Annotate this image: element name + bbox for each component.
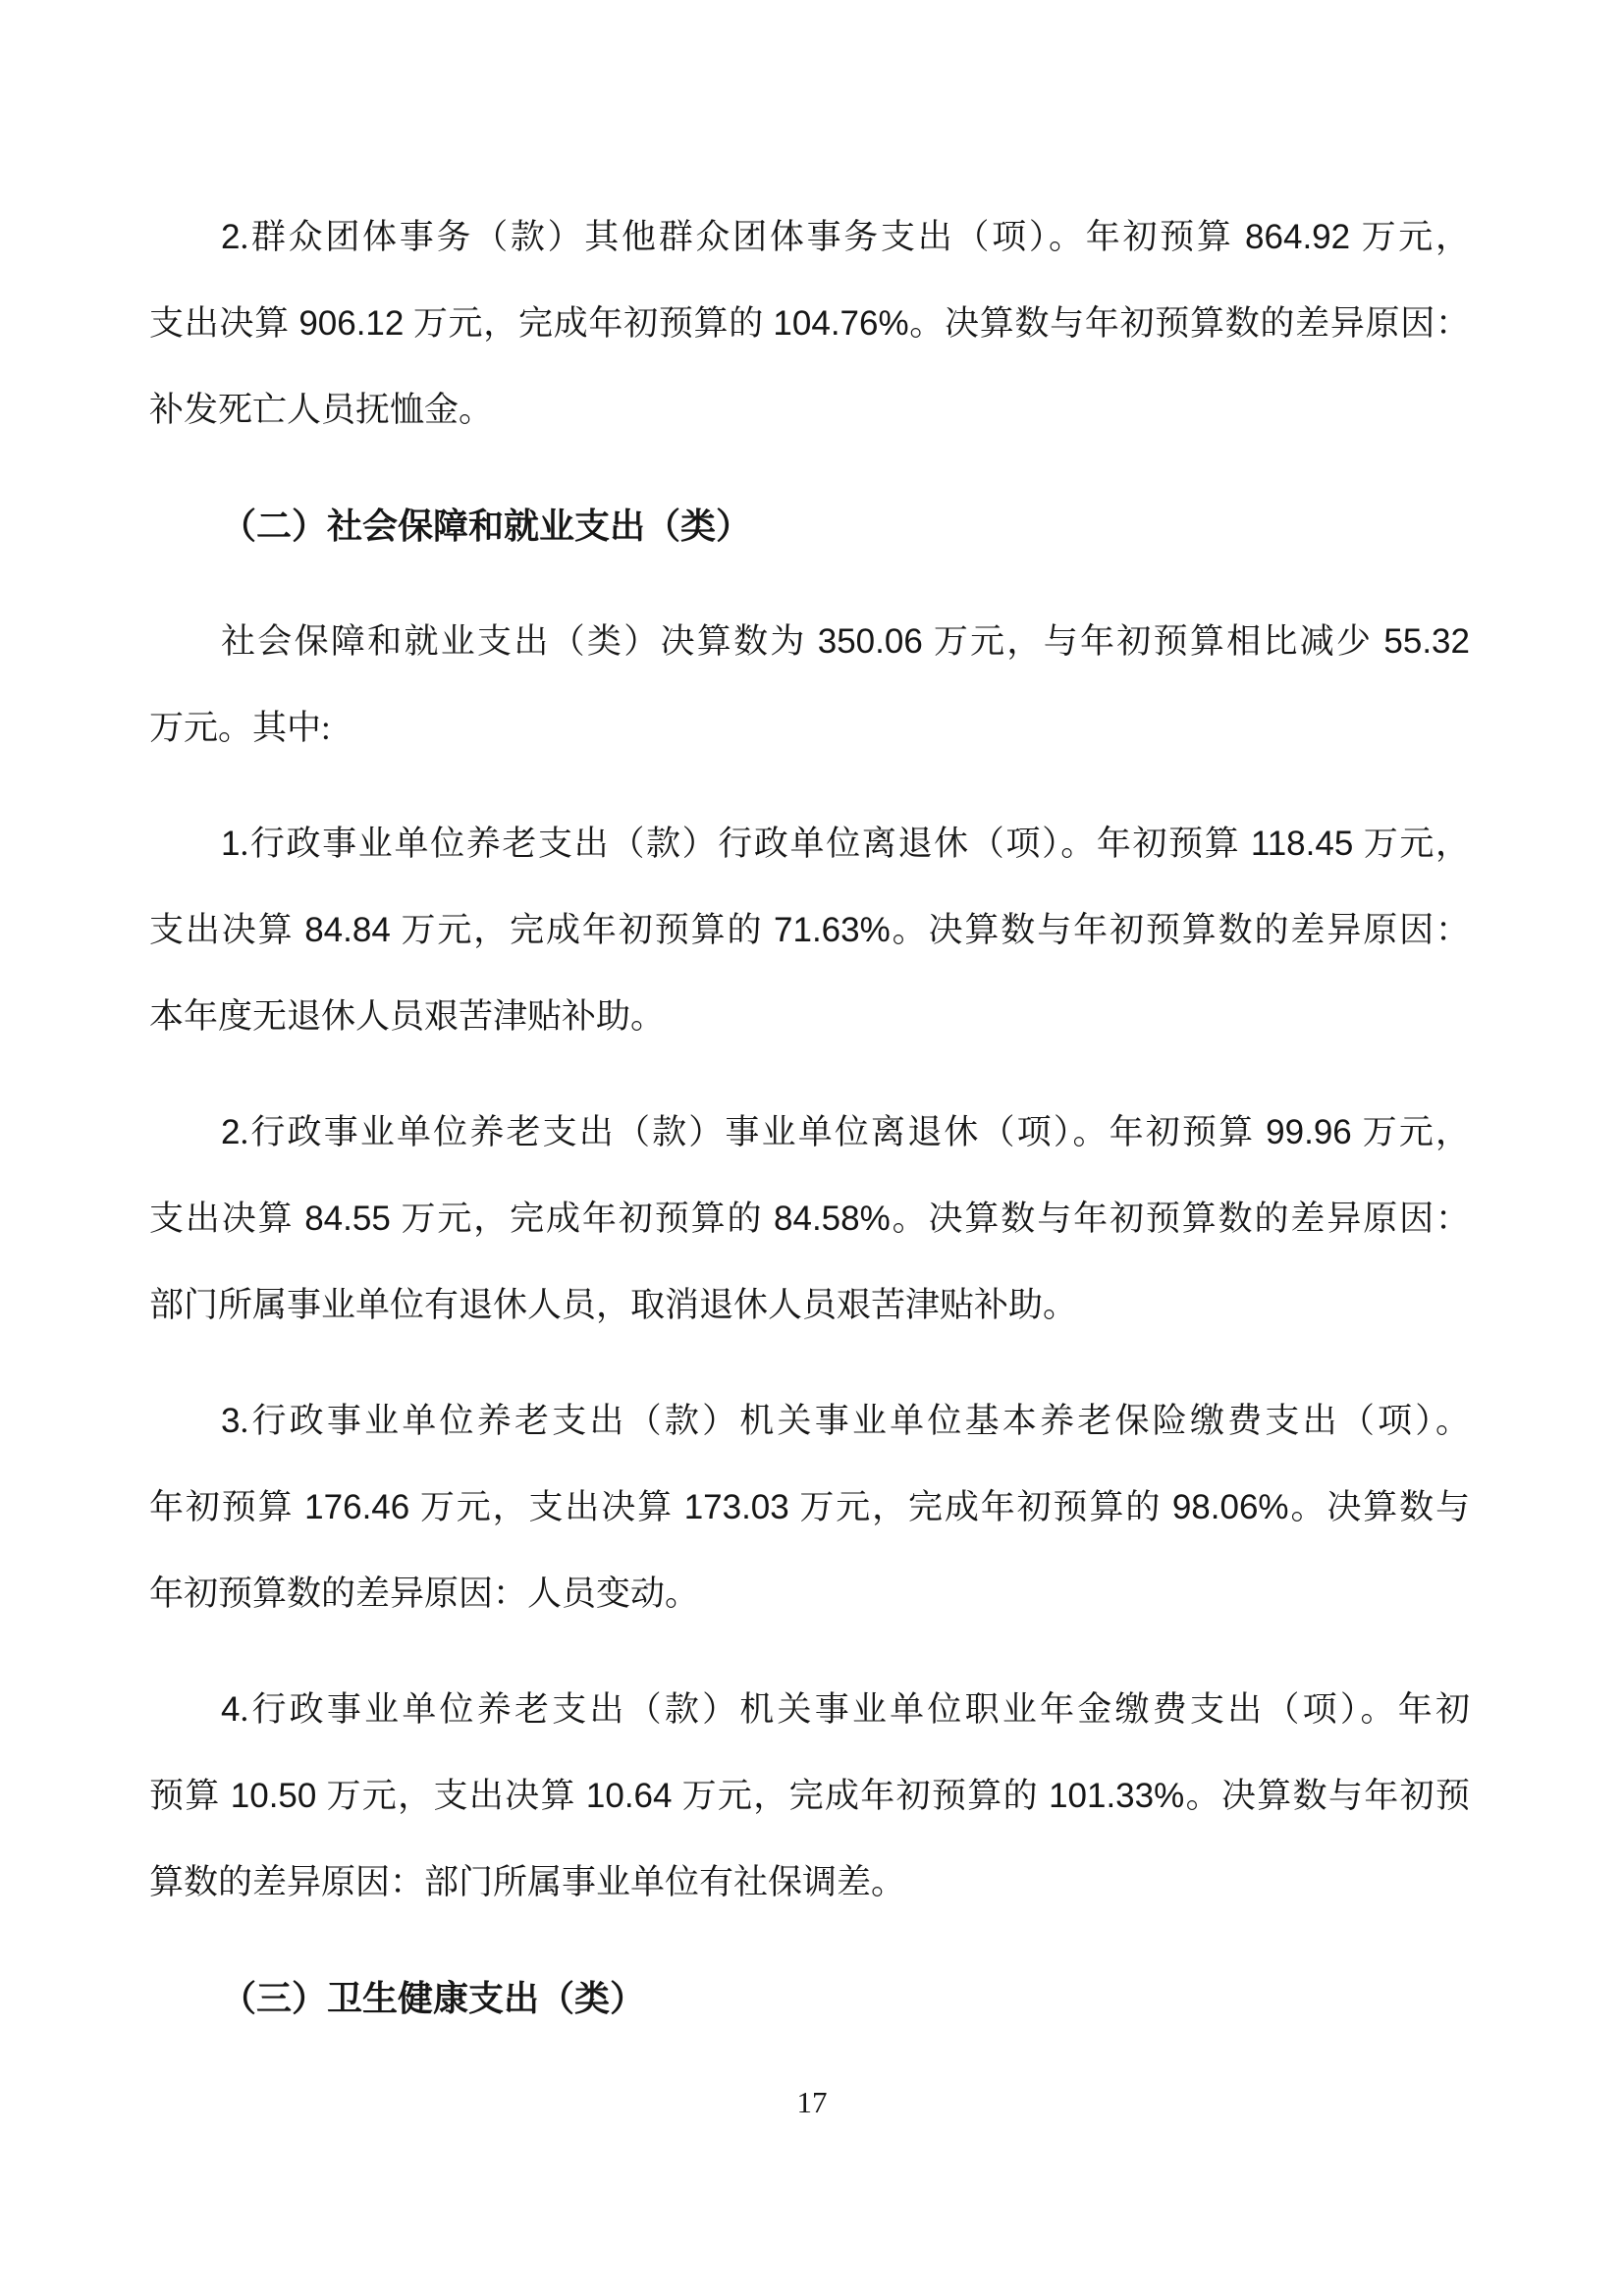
section-heading bbox=[149, 483, 1470, 569]
page-number: 17 bbox=[796, 2085, 828, 2119]
text-line: 年初预算数的差异原因：人员变动。 bbox=[149, 1575, 700, 1613]
text-line: 支出决算 84.84 万元，完成年初预算的 71.63%。决算数与年初预算数的差异原因： bbox=[149, 911, 1470, 949]
body-paragraph bbox=[149, 801, 1470, 1060]
text-line: 4.行政事业单位养老支出（款）机关事业单位职业年金缴费支出（项）。年初 bbox=[221, 1690, 1470, 1729]
text-line: 算数的差异原因：部门所属事业单位有社保调差。 bbox=[149, 1863, 906, 1901]
text-line: 支出决算 84.55 万元，完成年初预算的 84.58%。决算数与年初预算数的差异原因： bbox=[149, 1200, 1470, 1238]
heading-line: （二）社会保障和就业支出（类） bbox=[221, 507, 752, 546]
page-footer bbox=[0, 2083, 1624, 2122]
text-line: 年初预算 176.46 万元，支出决算 173.03 万元，完成年初预算的 98.06%。决算数与 bbox=[149, 1488, 1470, 1526]
body-paragraph bbox=[149, 194, 1470, 454]
text-line: 2.群众团体事务（款）其他群众团体事务支出（项）。年初预算 864.92 万元， bbox=[221, 218, 1470, 256]
text-line: 万元。其中: bbox=[149, 709, 331, 747]
body-paragraph bbox=[149, 1667, 1470, 1926]
text-line: 预算 10.50 万元，支出决算 10.64 万元，完成年初预算的 101.33%。决算数与年初预 bbox=[149, 1777, 1470, 1815]
text-line: 2.行政事业单位养老支出（款）事业单位离退休（项）。年初预算 99.96 万元， bbox=[221, 1113, 1470, 1151]
body-paragraph bbox=[149, 1090, 1470, 1349]
text-line: 1.行政事业单位养老支出（款）行政单位离退休（项）。年初预算 118.45 万元， bbox=[221, 825, 1470, 863]
body-paragraph bbox=[149, 599, 1470, 772]
heading-line: （三）卫生健康支出（类） bbox=[221, 1979, 646, 2018]
text-line: 补发死亡人员抚恤金。 bbox=[149, 391, 494, 429]
text-line: 本年度无退休人员艰苦津贴补助。 bbox=[149, 997, 666, 1036]
section-heading bbox=[149, 1955, 1470, 2042]
text-line: 部门所属事业单位有退休人员，取消退休人员艰苦津贴补助。 bbox=[149, 1286, 1078, 1324]
body-paragraph bbox=[149, 1378, 1470, 1637]
text-line: 支出决算 906.12 万元，完成年初预算的 104.76%。决算数与年初预算数的差异原因： bbox=[149, 304, 1470, 343]
page-content bbox=[149, 194, 1470, 2042]
text-line: 3.行政事业单位养老支出（款）机关事业单位基本养老保险缴费支出（项）。 bbox=[221, 1402, 1470, 1440]
text-line: 社会保障和就业支出（类）决算数为 350.06 万元，与年初预算相比减少 55.32 bbox=[221, 622, 1470, 661]
